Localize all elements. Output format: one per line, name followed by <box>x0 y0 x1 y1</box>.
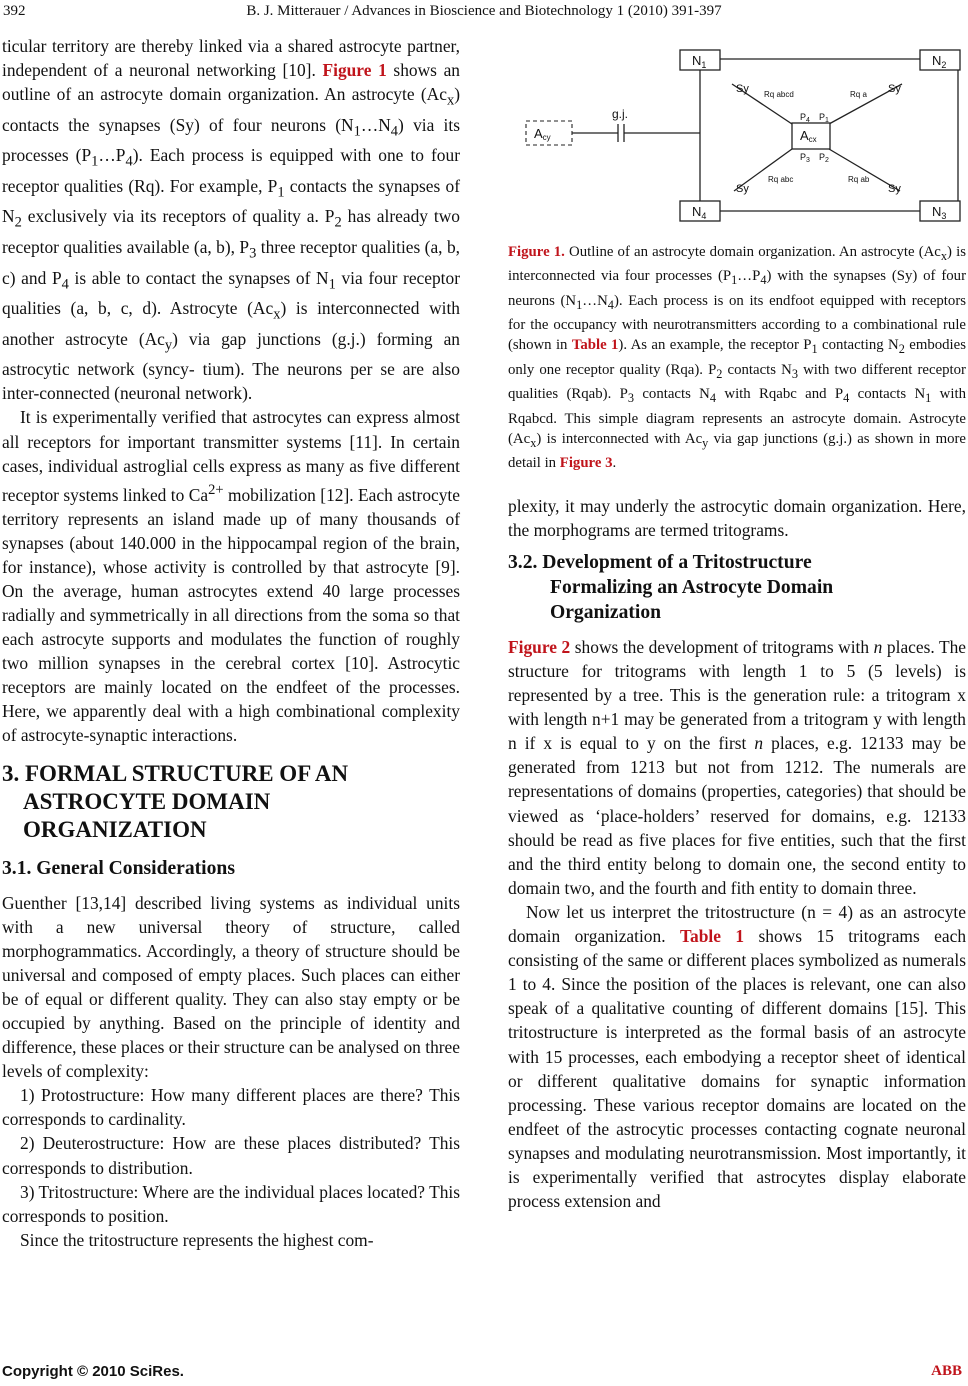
page-header <box>0 0 968 26</box>
neuron-n1-label: $N_1$ <box>692 53 707 70</box>
paragraph: plexity, it may underly the astrocytic domain organization. Here, the morphograms are termed tritograms. <box>508 495 966 540</box>
running-title: B. J. Mitterauer / Advances in Bioscience and Biotechnology 1 (2010) 391-397 <box>246 3 722 19</box>
neuron-n3-label: $N_3$ <box>932 204 947 221</box>
list-item: 3) Tritostructure: Where are the individual places located? This corresponds to position. <box>2 1181 460 1226</box>
section-heading: 3. FORMAL STRUCTURE OF AN ASTROCYTE DOMAIN ORGANIZATION <box>2 760 349 842</box>
paragraph: It is experimentally verified that astrocytes can express almost all receptors for important transmitter systems [11]. In certain cases, individual astroglial cells express as many as five different receptor systems linked to $Ca^{2+}$ mobilization [12]. Each astrocyte territory represents an island made up of many thousands of synapses (about 140.000 in the hippocampal region of the brain, for instance), whose activity is controlled by that astrocyte [9]. On the average, human astrocytes extend 40 large processes radially and symmetrically in all directions from the soma so that each astrocyte supports and modulates the function of roughly two million synapses in the cerebral cortex [10]. Astrocytic receptors are mainly located on the endfeet of the processes. Here, we apparently deal with a high combinational complexity of astrocyte-synaptic interactions. <box>2 407 460 746</box>
list-item: 1) Protostructure: How many different places are there? This corresponds to cardinality. <box>2 1085 460 1130</box>
process-p4-label: $P_4$ <box>800 112 810 124</box>
process-p2-label: $P_2$ <box>819 152 829 164</box>
figure-1-link[interactable]: Figure 1 <box>322 60 387 81</box>
neuron-n4-label: $N_4$ <box>692 204 707 221</box>
right-column <box>508 34 966 1213</box>
neuron-n2-label: $N_2$ <box>932 53 947 70</box>
rq-ab-label: Rq ab <box>848 175 870 184</box>
figure-label: Figure 1. <box>508 244 565 260</box>
figure-1-caption: Figure 1. Outline of an astrocyte domain organization. An astrocyte $(Ac_x)$ is interconnected via four processes $(P_1\dots P_4)$ with the synapses (Sy) of four neurons $(N_1\dots N_4)$. Each process is on its endfoot equipped with receptors for the occupancy with neurotransmitters according to a combinational rule (shown in Table 1). As an example, the receptor $P_1$ contacting $N_2$ embodies only one receptor quality (Rqa). $P_2$ contacts $N_3$ with two different receptor qualities (Rqab). $P_3$ contacts $N_4$ with Rqabc and $P_4$ contacts $N_1$ with Rqabcd. This simple diagram represents an astrocyte domain. Astrocyte $(Ac_x)$ is interconnected with $Ac_y$ via gap junctions (g.j.) as shown in more detail in Figure 3. <box>508 244 967 472</box>
page-number: 392 <box>3 3 26 19</box>
paragraph: Since the tritostructure represents the highest com- <box>20 1229 374 1250</box>
astrocyte-acy-label: Acy <box>534 126 551 142</box>
synapse-label-n4: Sy <box>736 183 749 195</box>
process-p3-label: $P_3$ <box>800 152 810 164</box>
figure-2-link[interactable]: Figure 2 <box>508 636 571 657</box>
process-p1-label: $P_1$ <box>819 112 829 124</box>
list-item: 2) Deuterostructure: How are these places distributed? This corresponds to distribution. <box>2 1133 460 1178</box>
synapse-label-n1: Sy <box>736 83 749 95</box>
table-1-link[interactable]: Table 1 <box>571 337 619 354</box>
rq-a-label: Rq a <box>850 90 867 99</box>
subsection-heading: 3.2. Development of a Tritostructure Formalizing an Astrocyte Domain Organization <box>508 551 834 623</box>
figure-1-diagram <box>514 34 966 242</box>
gap-junction-label: g.j. <box>612 107 629 121</box>
paragraph: Now let us interpret the tritostructure (n = 4) as an astrocyte domain organization. Table 1 shows 15 tritograms each consisting of the same or different places symbolized as numerals 1 to 4. Since the position of the places is relevant, one can also speak of a qualitative counting of different domains [15]. This tritostructure is interpreted as the formal basis of an astrocyte with 15 processes, each embodying a receptor sheet of identical or different qualitative domains for synaptic information processing. These various receptor domains are located on the endfeet of the astrocytic processes contacting cognate neuronal synapses and modulating neurotransmission. Most importantly, it is experimentally verified that astrocytes display elaborate process extension and <box>508 901 967 1212</box>
synapse-label-n2: Sy <box>888 83 901 95</box>
paragraph: Figure 2 shows the development of tritograms with n places. The structure for tritograms with length 1 to 5 (5 levels) is represented by a tree. This is the generation rule: a tritogram x with length n+1 may be generated from a tritogram y with length n if x is equal to y on the first n places, e.g. 12133 may be generated from 1213 but not from 1212. The numerals are representations of domains (properties, categories) that should be viewed as ‘place-holders’ reserved for domains, e.g. 12133 should be read as five places for five entities, such that the first and the third entity belong to domain one, the second entity to domain two, and the fourth and fith entity to domain three. <box>508 636 967 898</box>
rq-abcd-label: Rq abcd <box>764 90 794 99</box>
synapse-label-n3: Sy <box>888 183 901 195</box>
subsection-heading: 3.1. General Considerations <box>2 857 235 879</box>
astrocyte-acx-label: Acx <box>800 128 817 144</box>
rq-abc-label: Rq abc <box>768 175 794 184</box>
paragraph: ticular territory are thereby linked via a shared astrocyte partner, independent of a neuronal networking [10]. Figure 1 shows an outline of an astrocyte domain organization. An astrocyte $(Ac_x)$ contacts the synapses (Sy) of four neurons $(N_1\dots N_4)$ via its processes $(P_1\dots P_4)$. Each process is equipped with one to four receptor qualities (Rq). For example, $P_1$ contacts the synapses of $N_2$ exclusively via its receptors of quality a. $P_2$ has already two receptor qualities available (a, b), $P_3$ three receptor qualities (a, b, c) and $P_4$ is able to contact the synapses of $N_1$ via four receptor qualities (a, b, c, d). Astrocyte $(Ac_x)$ is interconnected with another astrocyte $(Ac_y)$ via gap junctions (g.j.) forming an astrocytic network (syncy- tium). The neurons per se are also inter-connected (neuronal network). <box>2 36 460 404</box>
figure-3-link[interactable]: Figure 3 <box>559 455 613 472</box>
table-1-link[interactable]: Table 1 <box>680 926 745 947</box>
copyright-notice: Copyright © 2010 SciRes. <box>2 1363 184 1380</box>
left-column <box>2 34 460 1252</box>
paragraph: Guenther [13,14] described living systems as individual units with a new universal theory of structure, called morphogrammatics. Accordingly, a theory of structure should be universal and composed of empty places. Such places can either be of equal or different quality. They can also stay empty or be occupied by anything. Based on the principle of identity and difference, these places or their structure can be analysed on three levels of complexity: <box>2 892 460 1082</box>
journal-abbreviation: ABB <box>931 1363 962 1379</box>
page-footer <box>0 1361 968 1386</box>
astrocyte-domain-svg <box>514 34 966 242</box>
